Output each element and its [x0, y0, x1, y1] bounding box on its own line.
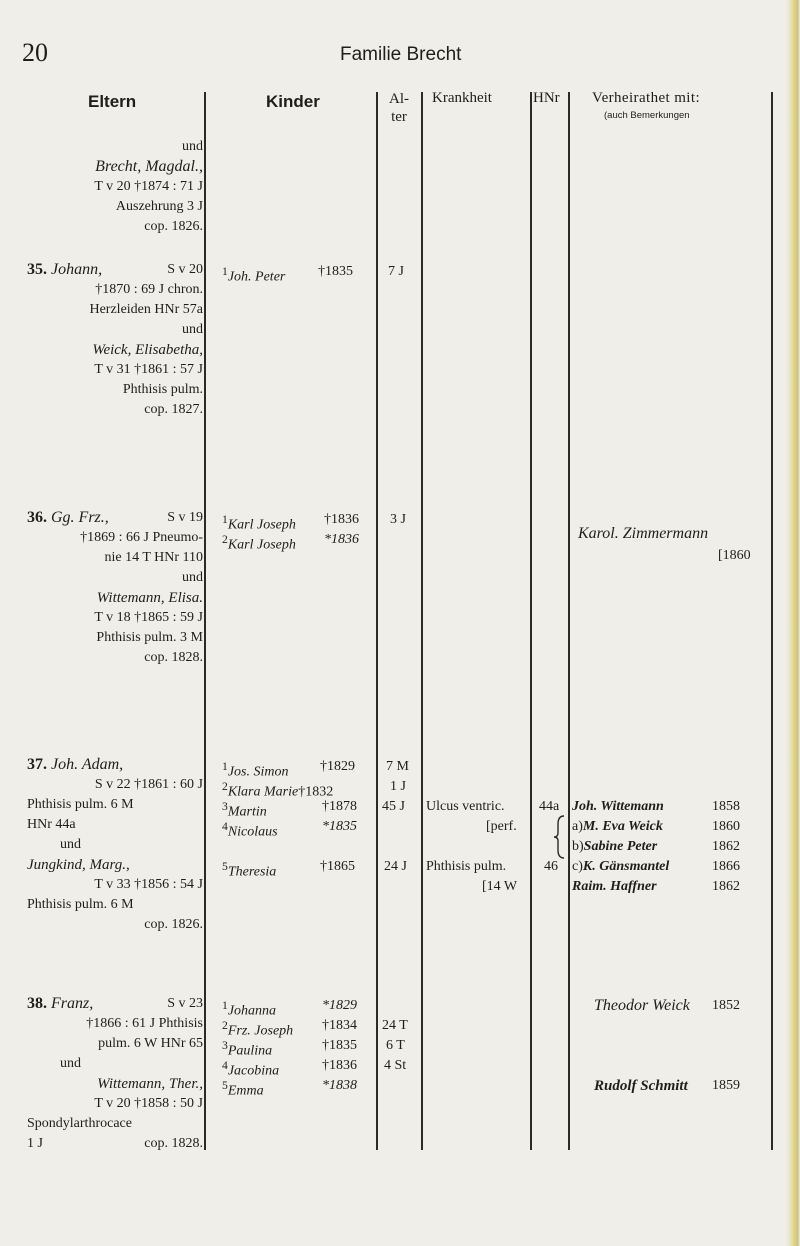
child-age: 4 St: [384, 1058, 407, 1073]
child-illness: [14 W: [482, 879, 518, 894]
parent-line: Spondylarthrocace: [27, 1116, 132, 1131]
child-illness: Ulcus ventric.: [426, 799, 505, 814]
entry-number: 35.: [27, 261, 47, 278]
column-header-krankheit: Krankheit: [432, 90, 492, 106]
child-row: $^1$Joh. Peter: [222, 265, 286, 285]
married-row: a)M. Eva Weick: [572, 819, 663, 834]
entry-38-heading: 38. Franz,: [27, 995, 94, 1012]
parent-line: †1870 : 69 J chron.: [95, 282, 203, 297]
child-age: 24 T: [382, 1018, 408, 1033]
parent-line: †1869 : 66 J Pneumo-: [80, 530, 203, 545]
married-year: 1866: [712, 859, 740, 874]
entry-36-heading: 36. Gg. Frz.,: [27, 509, 109, 526]
parent-line: und: [60, 837, 81, 852]
parent-line: nie 14 T HNr 110: [104, 550, 203, 565]
child-date: †1829: [320, 759, 355, 774]
married-year: 1862: [712, 879, 740, 894]
parent-line: und: [182, 322, 203, 337]
child-age: 24 J: [384, 859, 407, 874]
parent-line: T v 20 †1858 : 50 J: [94, 1096, 203, 1111]
column-header-note: (auch Bemerkungen: [604, 110, 690, 121]
child-date: *1829: [322, 998, 357, 1013]
parent-line: pulm. 6 W HNr 65: [98, 1036, 203, 1051]
parent-line: S v 19: [167, 510, 203, 525]
child-date: †1836: [322, 1058, 357, 1073]
child-date: †1834: [322, 1018, 357, 1033]
column-header-hnr: HNr: [533, 90, 560, 106]
parent-line: cop. 1828.: [144, 650, 203, 665]
married-year: 1862: [712, 839, 740, 854]
child-illness: Phthisis pulm.: [426, 859, 507, 874]
married-row: c)K. Gänsmantel: [572, 859, 670, 874]
parent-line: Wittemann, Elisa.: [96, 590, 203, 606]
parent-line: Auszehrung 3 J: [115, 199, 203, 214]
parent-line: S v 20: [167, 262, 203, 277]
column-header-kinder: Kinder: [266, 92, 320, 111]
child-age: 1 J: [390, 779, 406, 794]
married-row: Joh. Wittemann: [572, 799, 664, 814]
child-row: $^2$Frz. Joseph: [222, 1019, 294, 1039]
child-date: †1878: [322, 799, 357, 814]
parent-line: HNr 44a: [27, 817, 76, 832]
family-title: Familie Brecht: [340, 44, 462, 65]
entry-35-heading: [27, 260, 102, 280]
child-age: 6 T: [386, 1038, 405, 1053]
child-date: *1838: [322, 1078, 357, 1093]
child-row: $^1$Johanna: [222, 999, 277, 1019]
column-rule-krankheit: [530, 92, 532, 1150]
married-year: 1859: [712, 1078, 740, 1093]
child-row: $^3$Martin: [222, 800, 267, 820]
child-illness: [perf.: [486, 819, 517, 834]
child-age: 45 J: [382, 799, 405, 814]
parent-line: Phthisis pulm. 6 M: [27, 797, 134, 812]
parent-line: †1866 : 61 J Phthisis: [86, 1016, 203, 1031]
parent-line: T v 20 †1874 : 71 J: [94, 179, 203, 194]
married-row: Raim. Haffner: [572, 879, 657, 894]
child-row: $^4$Jacobina: [222, 1059, 280, 1079]
parent-line: T v 31 †1861 : 57 J: [94, 362, 203, 377]
child-row: $^5$Emma: [222, 1079, 264, 1099]
page-edge: [786, 0, 800, 1246]
child-hnr: 46: [544, 859, 558, 874]
parent-line: Herzleiden HNr 57a: [89, 302, 203, 317]
married-name: Theodor Weick: [594, 997, 690, 1014]
parent-line: und: [182, 570, 203, 585]
married-name: Karol. Zimmermann: [578, 525, 709, 542]
child-age: 7 M: [386, 759, 409, 774]
child-date: †1835: [322, 1038, 357, 1053]
parent-line: cop. 1828.: [144, 1136, 203, 1151]
column-header-eltern: Eltern: [88, 92, 137, 111]
parent-line: cop. 1826.: [144, 917, 203, 932]
parent-line: Phthisis pulm. 6 M: [27, 897, 134, 912]
parent-line: und: [60, 1056, 81, 1071]
parent-line: Weick, Elisabetha,: [92, 342, 203, 358]
column-rule-alter: [421, 92, 423, 1150]
child-age: 3 J: [390, 512, 406, 527]
child-date: *1835: [322, 819, 357, 834]
parent-line: cop. 1827.: [144, 402, 203, 417]
parent-line: Phthisis pulm.: [122, 382, 203, 397]
parent-line: 1 J: [27, 1136, 43, 1151]
column-header-alter: Al- ter: [389, 91, 409, 125]
entry-name: Johann,: [51, 261, 103, 278]
child-date: *1836: [324, 532, 359, 547]
column-rule-kinder: [376, 92, 378, 1150]
column-rule-eltern: [204, 92, 206, 1150]
column-rule-hnr: [568, 92, 570, 1150]
parent-line: Jungkind, Marg.,: [27, 857, 130, 873]
married-name: Rudolf Schmitt: [594, 1078, 688, 1094]
child-row: $^4$Nicolaus: [222, 820, 278, 840]
married-row: b)Sabine Peter: [572, 839, 658, 854]
parent-line: Wittemann, Ther.,: [97, 1076, 203, 1092]
parent-line: T v 18 †1865 : 59 J: [94, 610, 203, 625]
page-number: 20: [22, 38, 48, 67]
child-date: †1836: [324, 512, 359, 527]
parent-line: cop. 1826.: [144, 219, 203, 234]
child-row: $^2$Klara Marie†1832: [222, 780, 334, 800]
child-row: $^1$Jos. Simon: [222, 760, 289, 780]
parent-line: Phthisis pulm. 3 M: [96, 630, 203, 645]
brace-icon: [552, 814, 566, 860]
parent-line: S v 23: [167, 996, 203, 1011]
married-year: 1860: [712, 819, 740, 834]
column-rule-verheiratet: [771, 92, 773, 1150]
child-row: $^5$Theresia: [222, 860, 277, 880]
child-row: $^2$Karl Joseph: [222, 533, 296, 553]
column-header-verheiratet: Verheirathet mit:: [592, 90, 701, 106]
child-hnr: 44a: [539, 799, 560, 814]
child-age: 7 J: [388, 264, 404, 279]
child-date: †1865: [320, 859, 355, 874]
parent-line: Brecht, Magdal.,: [95, 158, 203, 175]
married-year: 1852: [712, 998, 740, 1013]
child-row: $^1$Karl Joseph: [222, 513, 296, 533]
child-row: $^3$Paulina: [222, 1039, 273, 1059]
parent-line: und: [182, 139, 203, 154]
child-date: †1835: [318, 264, 353, 279]
entry-37-heading: 37. Joh. Adam,: [27, 756, 124, 773]
parent-line: T v 33 †1856 : 54 J: [94, 877, 203, 892]
parent-line: S v 22 †1861 : 60 J: [94, 777, 203, 792]
married-year: [1860: [718, 548, 751, 563]
married-year: 1858: [712, 799, 740, 814]
